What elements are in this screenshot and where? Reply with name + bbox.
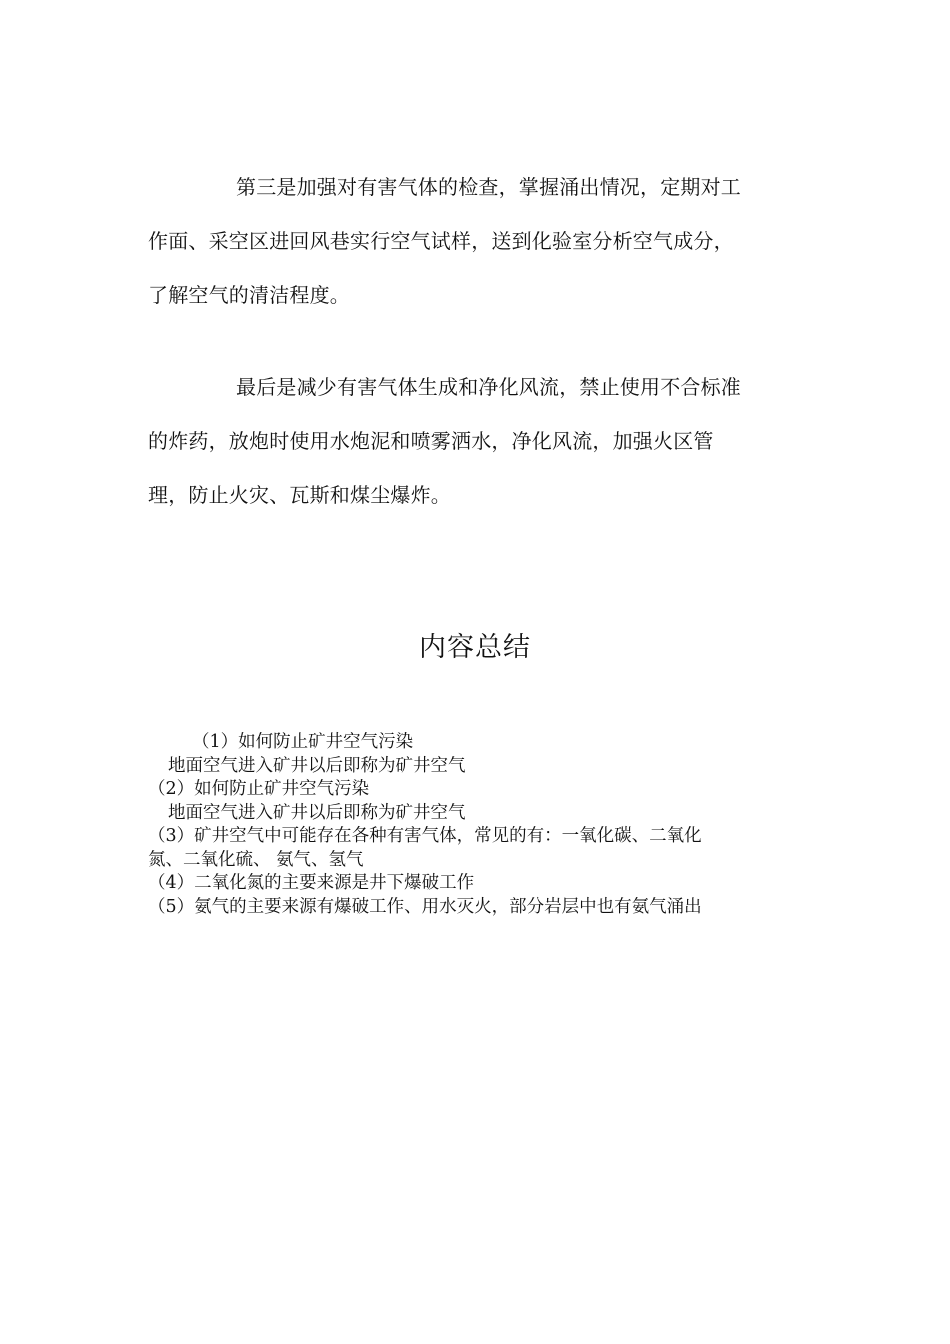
paragraph-line: 第三是加强对有害气体的检查，掌握涌出情况，定期对工: [236, 175, 741, 199]
summary-item: （4）二氧化氮的主要来源是井下爆破工作: [148, 873, 475, 893]
summary-item: 氮、二氧化硫、 氨气、氢气: [148, 849, 364, 870]
paragraph-line: 理，防止火灾、瓦斯和煤尘爆炸。: [148, 483, 451, 507]
summary-list: [148, 731, 808, 919]
summary-item: 地面空气进入矿井以后即称为矿井空气: [168, 802, 466, 823]
paragraph-line: 了解空气的清洁程度。: [148, 283, 350, 307]
paragraph-line: 作面、采空区进回风巷实行空气试样，送到化验室分析空气成分，: [148, 229, 734, 253]
summary-item: （5）氨气的主要来源有爆破工作、用水灭火，部分岩层中也有氨气涌出: [148, 896, 702, 917]
paragraph-line: 的炸药，放炮时使用水炮泥和喷雾洒水，净化风流，加强火区管: [148, 429, 714, 453]
summary-item: （1）如何防止矿井空气污染: [192, 732, 414, 752]
summary-heading: 内容总结: [419, 632, 531, 663]
paragraph-gas-inspection: [148, 160, 808, 322]
paragraph-reduce-gas: [148, 360, 808, 522]
summary-item: 地面空气进入矿井以后即称为矿井空气: [168, 755, 466, 776]
paragraph-line: 最后是减少有害气体生成和净化风流，禁止使用不合标准: [236, 375, 741, 399]
summary-item: （2）如何防止矿井空气污染: [148, 779, 370, 799]
summary-item: （3）矿井空气中可能存在各种有害气体，常见的有：一氧化碳、二氧化: [148, 826, 702, 846]
